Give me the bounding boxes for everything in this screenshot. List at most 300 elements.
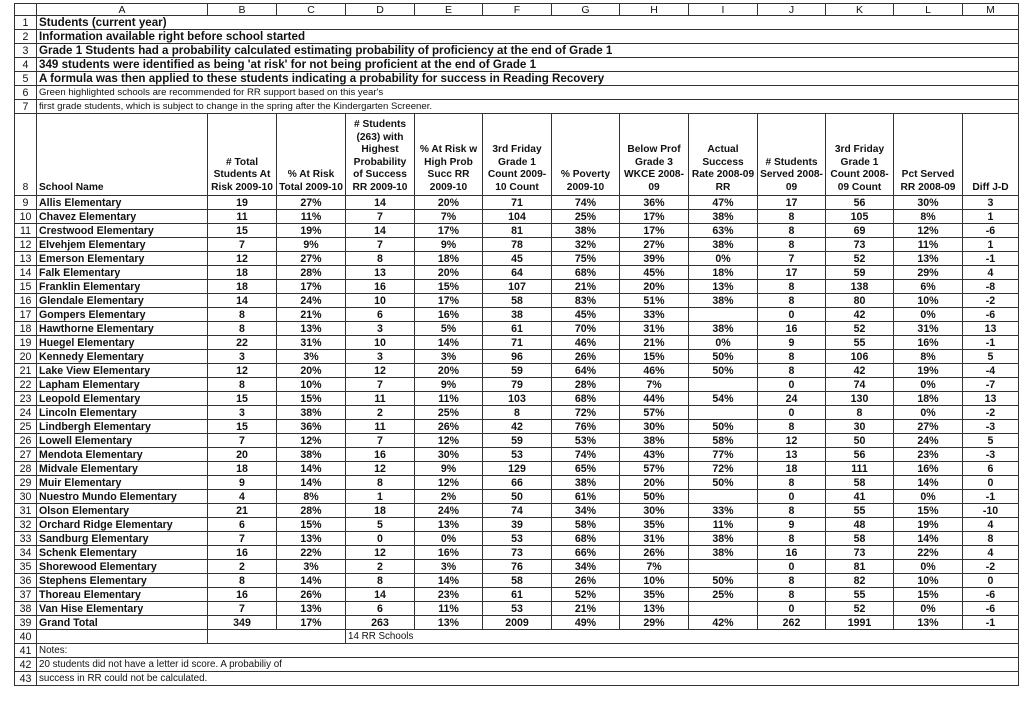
data-cell[interactable]: 13% [689, 280, 758, 294]
data-cell[interactable]: 14% [277, 476, 346, 490]
data-cell[interactable]: 34% [552, 504, 620, 518]
data-cell[interactable]: 26% [415, 420, 483, 434]
data-cell[interactable]: 10 [346, 294, 415, 308]
data-cell[interactable]: 14% [415, 574, 483, 588]
data-cell[interactable]: -1 [963, 336, 1019, 350]
row-number[interactable]: 15 [15, 280, 37, 294]
data-cell[interactable]: 11% [415, 392, 483, 406]
data-cell[interactable]: 30 [826, 420, 894, 434]
data-cell[interactable]: 42 [826, 364, 894, 378]
data-cell[interactable]: 11 [346, 392, 415, 406]
data-cell[interactable]: 21% [620, 336, 689, 350]
data-cell[interactable]: 53 [483, 448, 552, 462]
data-cell[interactable]: 63% [689, 224, 758, 238]
data-cell[interactable]: 8 [208, 574, 277, 588]
data-cell[interactable]: 13 [963, 392, 1019, 406]
row-number[interactable]: 31 [15, 504, 37, 518]
data-cell[interactable]: -3 [963, 420, 1019, 434]
data-cell[interactable]: 111 [826, 462, 894, 476]
data-cell[interactable]: 57% [620, 406, 689, 420]
data-cell[interactable]: 18% [689, 266, 758, 280]
data-cell[interactable]: -8 [963, 280, 1019, 294]
data-cell[interactable]: 44% [620, 392, 689, 406]
data-cell[interactable]: 9 [758, 518, 826, 532]
data-cell[interactable]: 15 [208, 224, 277, 238]
data-cell[interactable]: 75% [552, 252, 620, 266]
data-cell[interactable]: 1 [963, 238, 1019, 252]
data-cell[interactable]: 41 [826, 490, 894, 504]
data-cell[interactable]: 16 [208, 588, 277, 602]
data-cell[interactable]: 349 [208, 616, 277, 630]
data-cell[interactable]: 103 [483, 392, 552, 406]
data-cell[interactable]: 9 [208, 476, 277, 490]
row-number[interactable]: 18 [15, 322, 37, 336]
data-cell[interactable]: 17 [758, 196, 826, 210]
data-cell[interactable]: 30% [620, 504, 689, 518]
column-title-cell[interactable]: Pct Served RR 2008-09 [894, 114, 963, 196]
data-cell[interactable]: 11% [894, 238, 963, 252]
data-cell[interactable]: 53 [483, 602, 552, 616]
data-cell[interactable]: 22% [277, 546, 346, 560]
row-number[interactable]: 28 [15, 462, 37, 476]
data-cell[interactable]: 16 [758, 546, 826, 560]
data-cell[interactable]: 24% [894, 434, 963, 448]
data-cell[interactable]: 59 [483, 364, 552, 378]
data-cell[interactable]: 19% [277, 224, 346, 238]
data-cell[interactable]: 31% [620, 322, 689, 336]
data-cell[interactable]: 3% [277, 350, 346, 364]
data-cell[interactable]: -1 [963, 252, 1019, 266]
data-cell[interactable]: 0 [963, 574, 1019, 588]
data-cell[interactable]: 13% [277, 602, 346, 616]
data-cell[interactable]: 66 [483, 476, 552, 490]
data-cell[interactable]: 13% [894, 252, 963, 266]
data-cell[interactable]: 3 [346, 350, 415, 364]
column-header[interactable]: E [415, 4, 483, 16]
school-name-cell[interactable]: Elvehjem Elementary [37, 238, 208, 252]
data-cell[interactable]: 13% [620, 602, 689, 616]
row-number[interactable]: 13 [15, 252, 37, 266]
school-name-cell[interactable]: Gompers Elementary [37, 308, 208, 322]
data-cell[interactable]: 33% [689, 504, 758, 518]
data-cell[interactable]: 43% [620, 448, 689, 462]
data-cell[interactable]: 13 [758, 448, 826, 462]
data-cell[interactable]: 8% [894, 350, 963, 364]
data-cell[interactable]: 50% [689, 364, 758, 378]
data-cell[interactable]: 26% [620, 546, 689, 560]
data-cell[interactable]: 51% [620, 294, 689, 308]
data-cell[interactable]: 77% [689, 448, 758, 462]
data-cell[interactable]: 38% [689, 294, 758, 308]
row-number[interactable]: 12 [15, 238, 37, 252]
school-name-cell[interactable]: Van Hise Elementary [37, 602, 208, 616]
school-name-cell[interactable]: Glendale Elementary [37, 294, 208, 308]
data-cell[interactable]: 11% [415, 602, 483, 616]
data-cell[interactable]: 10 [346, 336, 415, 350]
notes-cell[interactable] [37, 630, 208, 644]
school-name-cell[interactable]: Nuestro Mundo Elementary [37, 490, 208, 504]
data-cell[interactable]: 49% [552, 616, 620, 630]
data-cell[interactable]: 21% [552, 602, 620, 616]
data-cell[interactable]: 74 [826, 378, 894, 392]
data-cell[interactable]: 11% [689, 518, 758, 532]
data-cell[interactable]: 14 [346, 196, 415, 210]
school-name-cell[interactable]: Schenk Elementary [37, 546, 208, 560]
data-cell[interactable]: 24% [277, 294, 346, 308]
data-cell[interactable]: 78 [483, 238, 552, 252]
data-cell[interactable]: -2 [963, 406, 1019, 420]
data-cell[interactable]: 35% [620, 588, 689, 602]
row-number[interactable]: 41 [15, 644, 37, 658]
data-cell[interactable]: 38% [277, 448, 346, 462]
data-cell[interactable]: 9% [415, 238, 483, 252]
data-cell[interactable] [689, 490, 758, 504]
row-number[interactable]: 42 [15, 658, 37, 672]
school-name-cell[interactable]: Thoreau Elementary [37, 588, 208, 602]
data-cell[interactable]: 17 [758, 266, 826, 280]
data-cell[interactable]: 7% [415, 210, 483, 224]
school-name-cell[interactable]: Shorewood Elementary [37, 560, 208, 574]
data-cell[interactable]: 38% [689, 546, 758, 560]
data-cell[interactable]: 7% [620, 560, 689, 574]
data-cell[interactable]: 8 [758, 280, 826, 294]
data-cell[interactable]: 13 [346, 266, 415, 280]
column-title-cell[interactable]: 3rd Friday Grade 1 Count 2008-09 Count [826, 114, 894, 196]
data-cell[interactable]: 28% [552, 378, 620, 392]
school-name-cell[interactable]: Huegel Elementary [37, 336, 208, 350]
data-cell[interactable]: 19% [894, 364, 963, 378]
column-header[interactable]: F [483, 4, 552, 16]
data-cell[interactable]: 7 [346, 378, 415, 392]
row-number[interactable]: 24 [15, 406, 37, 420]
data-cell[interactable]: 72% [552, 406, 620, 420]
data-cell[interactable]: 39 [483, 518, 552, 532]
row-number[interactable]: 19 [15, 336, 37, 350]
data-cell[interactable]: -6 [963, 602, 1019, 616]
school-name-cell[interactable]: Lindbergh Elementary [37, 420, 208, 434]
column-title-cell[interactable]: 3rd Friday Grade 1 Count 2009-10 Count [483, 114, 552, 196]
data-cell[interactable]: 130 [826, 392, 894, 406]
data-cell[interactable]: 58% [689, 434, 758, 448]
data-cell[interactable]: 20% [415, 266, 483, 280]
row-number[interactable]: 20 [15, 350, 37, 364]
data-cell[interactable]: 32% [552, 238, 620, 252]
data-cell[interactable]: 16 [346, 280, 415, 294]
data-cell[interactable]: 2 [208, 560, 277, 574]
data-cell[interactable]: 96 [483, 350, 552, 364]
data-cell[interactable]: 4 [963, 546, 1019, 560]
data-cell[interactable]: 9 [758, 336, 826, 350]
data-cell[interactable]: 23% [415, 588, 483, 602]
data-cell[interactable]: -2 [963, 560, 1019, 574]
data-cell[interactable]: 13% [894, 616, 963, 630]
data-cell[interactable]: 8 [208, 378, 277, 392]
data-cell[interactable]: 12 [346, 364, 415, 378]
data-cell[interactable] [689, 308, 758, 322]
column-title-cell[interactable]: # Total Students At Risk 2009-10 [208, 114, 277, 196]
data-cell[interactable]: 29% [620, 616, 689, 630]
data-cell[interactable]: 17% [620, 210, 689, 224]
data-cell[interactable]: 6 [208, 518, 277, 532]
intro-text-cell[interactable]: Grade 1 Students had a probability calculated estimating probability of proficiency at the end of Grade 1 [37, 44, 1019, 58]
data-cell[interactable]: 17% [277, 616, 346, 630]
column-title-cell[interactable]: # Students Served 2008-09 [758, 114, 826, 196]
column-title-cell[interactable]: School Name [37, 114, 208, 196]
school-name-cell[interactable]: Franklin Elementary [37, 280, 208, 294]
data-cell[interactable]: 28% [277, 504, 346, 518]
data-cell[interactable]: 53 [483, 532, 552, 546]
data-cell[interactable]: 81 [826, 560, 894, 574]
row-number[interactable]: 11 [15, 224, 37, 238]
data-cell[interactable]: 29% [894, 266, 963, 280]
data-cell[interactable]: 20% [415, 196, 483, 210]
data-cell[interactable]: 10% [620, 574, 689, 588]
notes-cell[interactable]: Notes: [37, 644, 1019, 658]
data-cell[interactable]: 54% [689, 392, 758, 406]
data-cell[interactable]: 58 [483, 294, 552, 308]
data-cell[interactable]: 8 [963, 532, 1019, 546]
row-number[interactable]: 30 [15, 490, 37, 504]
data-cell[interactable]: 19% [894, 518, 963, 532]
data-cell[interactable]: 50% [689, 350, 758, 364]
row-number[interactable]: 2 [15, 30, 37, 44]
data-cell[interactable]: -1 [963, 490, 1019, 504]
data-cell[interactable]: 104 [483, 210, 552, 224]
data-cell[interactable]: -6 [963, 224, 1019, 238]
data-cell[interactable]: 6 [346, 602, 415, 616]
data-cell[interactable]: 56 [826, 448, 894, 462]
data-cell[interactable]: 3 [208, 350, 277, 364]
data-cell[interactable]: 0% [415, 532, 483, 546]
data-cell[interactable]: 5 [346, 518, 415, 532]
data-cell[interactable]: 55 [826, 504, 894, 518]
data-cell[interactable]: 30% [620, 420, 689, 434]
intro-text-cell[interactable]: A formula was then applied to these students indicating a probability for success in Reading Recovery [37, 72, 1019, 86]
column-title-cell[interactable]: % At Risk Total 2009-10 [277, 114, 346, 196]
data-cell[interactable]: 52% [552, 588, 620, 602]
data-cell[interactable]: 17% [277, 280, 346, 294]
data-cell[interactable]: 12 [346, 462, 415, 476]
row-number[interactable]: 37 [15, 588, 37, 602]
row-number[interactable]: 39 [15, 616, 37, 630]
data-cell[interactable]: 38% [689, 322, 758, 336]
data-cell[interactable]: 36% [277, 420, 346, 434]
data-cell[interactable]: 105 [826, 210, 894, 224]
data-cell[interactable]: 0% [689, 252, 758, 266]
row-number[interactable]: 21 [15, 364, 37, 378]
data-cell[interactable]: 31% [277, 336, 346, 350]
data-cell[interactable]: 14% [894, 532, 963, 546]
school-name-cell[interactable]: Sandburg Elementary [37, 532, 208, 546]
data-cell[interactable]: 8 [758, 420, 826, 434]
data-cell[interactable]: 23% [894, 448, 963, 462]
data-cell[interactable]: 45 [483, 252, 552, 266]
data-cell[interactable]: 38% [620, 434, 689, 448]
data-cell[interactable]: 14 [208, 294, 277, 308]
data-cell[interactable]: 80 [826, 294, 894, 308]
school-name-cell[interactable]: Lake View Elementary [37, 364, 208, 378]
data-cell[interactable]: 19 [208, 196, 277, 210]
row-number[interactable]: 38 [15, 602, 37, 616]
data-cell[interactable]: 12% [894, 224, 963, 238]
row-number[interactable]: 23 [15, 392, 37, 406]
data-cell[interactable]: 12% [415, 476, 483, 490]
data-cell[interactable]: 56 [826, 196, 894, 210]
data-cell[interactable]: 38% [552, 224, 620, 238]
data-cell[interactable]: 47% [689, 196, 758, 210]
data-cell[interactable]: 7 [208, 434, 277, 448]
data-cell[interactable]: 3% [415, 350, 483, 364]
data-cell[interactable]: 48 [826, 518, 894, 532]
data-cell[interactable]: 8 [758, 224, 826, 238]
data-cell[interactable]: 17% [415, 294, 483, 308]
data-cell[interactable]: 73 [483, 546, 552, 560]
data-cell[interactable]: 14% [277, 574, 346, 588]
data-cell[interactable]: 72% [689, 462, 758, 476]
data-cell[interactable]: 0% [894, 378, 963, 392]
column-header[interactable]: J [758, 4, 826, 16]
data-cell[interactable]: 76 [483, 560, 552, 574]
data-cell[interactable] [689, 406, 758, 420]
data-cell[interactable]: 15% [277, 392, 346, 406]
data-cell[interactable]: 24% [415, 504, 483, 518]
data-cell[interactable]: 8 [346, 574, 415, 588]
data-cell[interactable] [689, 602, 758, 616]
data-cell[interactable]: 50 [483, 490, 552, 504]
school-name-cell[interactable]: Lapham Elementary [37, 378, 208, 392]
data-cell[interactable]: 8 [758, 294, 826, 308]
data-cell[interactable]: 1 [346, 490, 415, 504]
data-cell[interactable]: 8 [208, 308, 277, 322]
column-title-cell[interactable]: Below Prof Grade 3 WKCE 2008-09 [620, 114, 689, 196]
data-cell[interactable]: 7 [346, 210, 415, 224]
data-cell[interactable]: 64 [483, 266, 552, 280]
data-cell[interactable]: -2 [963, 294, 1019, 308]
column-title-cell[interactable]: Diff J-D [963, 114, 1019, 196]
column-header[interactable]: K [826, 4, 894, 16]
intro-text-cell[interactable]: Green highlighted schools are recommended for RR support based on this year's [37, 86, 1019, 100]
data-cell[interactable]: 8 [758, 574, 826, 588]
data-cell[interactable]: 15% [620, 350, 689, 364]
data-cell[interactable]: 69 [826, 224, 894, 238]
school-name-cell[interactable]: Lincoln Elementary [37, 406, 208, 420]
row-number[interactable]: 36 [15, 574, 37, 588]
rr-schools-note[interactable]: 14 RR Schools [346, 630, 1019, 644]
data-cell[interactable]: 13% [415, 518, 483, 532]
data-cell[interactable]: 0 [758, 490, 826, 504]
school-name-cell[interactable]: Olson Elementary [37, 504, 208, 518]
school-name-cell[interactable]: Mendota Elementary [37, 448, 208, 462]
column-header[interactable]: A [37, 4, 208, 16]
data-cell[interactable]: 74 [483, 504, 552, 518]
data-cell[interactable]: 24 [758, 392, 826, 406]
data-cell[interactable]: 2 [346, 406, 415, 420]
data-cell[interactable]: 25% [415, 406, 483, 420]
data-cell[interactable]: 20% [415, 364, 483, 378]
data-cell[interactable]: 3% [415, 560, 483, 574]
data-cell[interactable]: 8 [758, 210, 826, 224]
data-cell[interactable]: 81 [483, 224, 552, 238]
data-cell[interactable]: 9% [277, 238, 346, 252]
data-cell[interactable]: 15 [208, 420, 277, 434]
data-cell[interactable]: 42 [483, 420, 552, 434]
data-cell[interactable]: 8 [483, 406, 552, 420]
data-cell[interactable]: 8 [758, 504, 826, 518]
data-cell[interactable]: 36% [620, 196, 689, 210]
data-cell[interactable]: 38% [689, 532, 758, 546]
notes-cell[interactable] [208, 630, 346, 644]
data-cell[interactable]: -6 [963, 588, 1019, 602]
data-cell[interactable]: 52 [826, 252, 894, 266]
data-cell[interactable]: 16 [346, 448, 415, 462]
data-cell[interactable]: 71 [483, 196, 552, 210]
row-number[interactable]: 17 [15, 308, 37, 322]
data-cell[interactable]: 16% [894, 462, 963, 476]
column-title-cell[interactable]: % At Risk w High Prob Succ RR 2009-10 [415, 114, 483, 196]
data-cell[interactable]: 45% [552, 308, 620, 322]
row-number[interactable]: 5 [15, 72, 37, 86]
data-cell[interactable]: 58 [483, 574, 552, 588]
data-cell[interactable]: 3 [346, 322, 415, 336]
intro-text-cell[interactable]: 349 students were identified as being 'at risk' for not being proficient at the end of Grade 1 [37, 58, 1019, 72]
data-cell[interactable]: 7 [208, 602, 277, 616]
row-number[interactable]: 40 [15, 630, 37, 644]
data-cell[interactable]: 57% [620, 462, 689, 476]
data-cell[interactable]: 7 [346, 238, 415, 252]
data-cell[interactable]: 18 [208, 462, 277, 476]
data-cell[interactable]: 20% [620, 280, 689, 294]
row-number[interactable]: 29 [15, 476, 37, 490]
data-cell[interactable]: 15 [208, 392, 277, 406]
data-cell[interactable]: 8% [894, 210, 963, 224]
data-cell[interactable]: 5 [963, 350, 1019, 364]
data-cell[interactable]: 138 [826, 280, 894, 294]
row-number[interactable]: 34 [15, 546, 37, 560]
data-cell[interactable]: 5% [415, 322, 483, 336]
data-cell[interactable]: 27% [277, 252, 346, 266]
data-cell[interactable]: 55 [826, 588, 894, 602]
data-cell[interactable]: 0 [346, 532, 415, 546]
data-cell[interactable]: 14 [346, 224, 415, 238]
data-cell[interactable]: -3 [963, 448, 1019, 462]
data-cell[interactable]: 5 [963, 434, 1019, 448]
data-cell[interactable]: 13% [277, 532, 346, 546]
data-cell[interactable]: 8 [758, 238, 826, 252]
data-cell[interactable]: 20% [277, 364, 346, 378]
data-cell[interactable]: 0% [689, 336, 758, 350]
row-number[interactable]: 9 [15, 196, 37, 210]
data-cell[interactable]: 6 [963, 462, 1019, 476]
row-number[interactable]: 10 [15, 210, 37, 224]
column-header[interactable]: C [277, 4, 346, 16]
data-cell[interactable]: 18% [894, 392, 963, 406]
data-cell[interactable]: 12 [208, 252, 277, 266]
data-cell[interactable]: 0% [894, 308, 963, 322]
school-name-cell[interactable]: Grand Total [37, 616, 208, 630]
school-name-cell[interactable]: Allis Elementary [37, 196, 208, 210]
row-number[interactable]: 43 [15, 672, 37, 686]
data-cell[interactable]: 38% [689, 238, 758, 252]
column-header[interactable]: B [208, 4, 277, 16]
data-cell[interactable]: 58 [826, 476, 894, 490]
data-cell[interactable]: 38% [552, 476, 620, 490]
data-cell[interactable]: 28% [277, 266, 346, 280]
data-cell[interactable]: 74% [552, 196, 620, 210]
data-cell[interactable]: -7 [963, 378, 1019, 392]
data-cell[interactable]: 38 [483, 308, 552, 322]
data-cell[interactable]: 73 [826, 546, 894, 560]
data-cell[interactable]: 38% [277, 406, 346, 420]
